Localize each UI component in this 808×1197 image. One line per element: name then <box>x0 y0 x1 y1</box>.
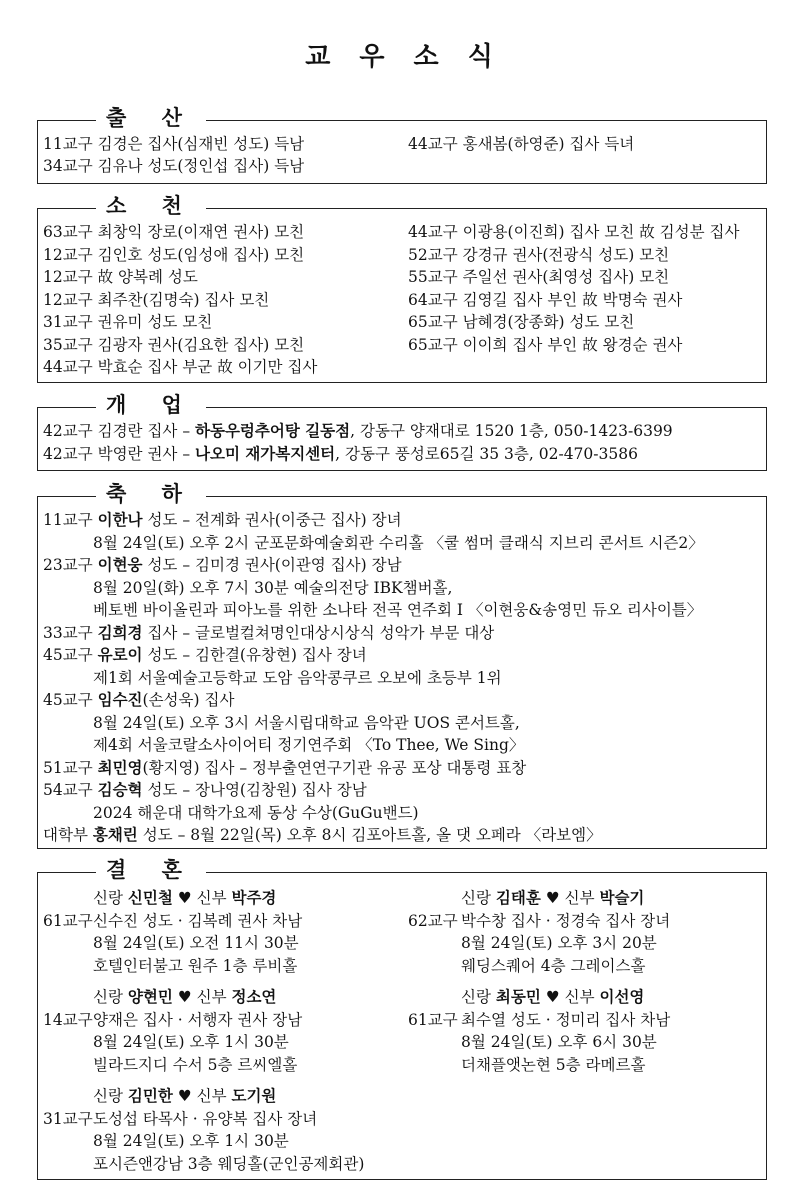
parents-line: 신수진 성도 · 김복례 권사 차남 <box>93 911 303 930</box>
list-item: 45교구 임수진(손성욱) 집사 <box>43 690 235 709</box>
list-item: 12교구 김인호 성도(임성애 집사) 모친 <box>43 245 305 264</box>
list-item: 33교구 김희경 집사 – 글로벌컬쳐명인대상시상식 성악가 부문 대상 <box>43 622 495 642</box>
list-item: 34교구 김유나 성도(정인섭 집사) 득남 <box>43 157 305 175</box>
list-item: 44교구 홍새봄(하영준) 집사 득녀 <box>408 135 635 153</box>
parents-line: 최수열 성도 · 정미리 집사 차남 <box>461 1010 671 1029</box>
list-item: 베토벤 바이올린과 피아노를 위한 소나타 전곡 연주회 I 〈이현웅&송영민 듀오 리사이틀〉 <box>93 601 703 619</box>
list-item: 2024 해운대 대학가요제 동상 수상(GuGu밴드) <box>93 803 419 822</box>
venue-line: 포시즌앤강남 3층 웨딩홀(군인공제회관) <box>93 1154 365 1173</box>
list-item: 12교구 최주찬(김명숙) 집사 모친 <box>43 290 270 309</box>
parish-label: 62교구 <box>408 911 458 930</box>
list-item: 64교구 김영길 집사 부인 故 박명숙 권사 <box>408 290 683 309</box>
list-item: 65교구 남혜경(장종화) 성도 모친 <box>408 313 635 331</box>
list-item: 23교구 이현웅 성도 – 김미경 권사(이관영 집사) 장남 <box>43 555 402 574</box>
list-item: 제1회 서울예술고등학교 도암 음악콩쿠르 오보에 초등부 1위 <box>93 668 502 687</box>
list-item: 8월 24일(토) 오후 2시 군포문화예술회관 수리홀 〈쿨 썸머 클래식 지브리 콘서트 시즌2〉 <box>93 533 704 552</box>
venue-line: 호텔인터불고 원주 1층 루비홀 <box>93 956 298 975</box>
couple-line: 신랑 양현민 ♥ 신부 정소연 <box>93 987 277 1006</box>
birth-section <box>37 105 767 184</box>
parish-label: 14교구 <box>43 1010 93 1029</box>
wedding-heading: 결 혼 <box>96 858 206 882</box>
parish-label: 31교구 <box>43 1109 93 1128</box>
list-item: 제4회 서울코랄소사이어티 정기연주회 〈To Thee, We Sing〉 <box>93 736 525 754</box>
date-line: 8월 24일(토) 오전 11시 30분 <box>93 934 299 952</box>
list-item: 35교구 김광자 권사(김요한 집사) 모친 <box>43 335 305 354</box>
venue-line: 더채플앳논현 5층 라메르홀 <box>461 1055 646 1074</box>
list-item: 12교구 故 양복례 성도 <box>43 268 198 286</box>
list-item: 8월 20일(화) 오후 7시 30분 예술의전당 IBK챔버홀, <box>93 578 453 597</box>
list-item: 11교구 이한나 성도 – 전계화 권사(이중근 집사) 장녀 <box>43 510 402 529</box>
parents-line: 도성섭 타목사 · 유양복 집사 장녀 <box>93 1109 318 1128</box>
couple-line: 신랑 최동민 ♥ 신부 이선영 <box>461 987 645 1006</box>
wedding-section <box>37 857 767 1180</box>
list-item: 8월 24일(토) 오후 3시 서울시립대학교 음악관 UOS 콘서트홀, <box>93 713 520 732</box>
congrats-section <box>37 481 767 849</box>
list-item: 54교구 김승혁 성도 – 장나영(김창원) 집사 장남 <box>43 780 367 799</box>
list-item: 대학부 홍채린 성도 – 8월 22일(목) 오후 8시 김포아트홀, 올 댓 오페라 〈라보엠〉 <box>43 825 602 844</box>
parish-label: 61교구 <box>43 911 93 930</box>
date-line: 8월 24일(토) 오후 6시 30분 <box>461 1033 657 1051</box>
couple-line: 신랑 김민한 ♥ 신부 도기원 <box>93 1086 277 1105</box>
list-item: 51교구 최민영(황지영) 집사 – 정부출연연구기관 유공 포상 대통령 표창 <box>43 757 527 777</box>
date-line: 8월 24일(토) 오후 1시 30분 <box>93 1033 289 1051</box>
date-line: 8월 24일(토) 오후 3시 20분 <box>461 934 657 952</box>
list-item: 52교구 강경규 권사(전광식 성도) 모친 <box>408 245 670 264</box>
venue-line: 빌라드지디 수서 5층 르씨엘홀 <box>93 1055 298 1074</box>
date-line: 8월 24일(토) 오후 1시 30분 <box>93 1132 289 1150</box>
couple-line: 신랑 신민철 ♥ 신부 박주경 <box>93 888 277 907</box>
parents-line: 박수창 집사 · 정경숙 집사 장녀 <box>461 911 671 930</box>
opening-section <box>37 392 767 471</box>
list-item: 44교구 이광용(이진희) 집사 모친 故 김성분 집사 <box>408 223 740 241</box>
list-item: 11교구 김경은 집사(심재빈 성도) 득남 <box>43 135 305 153</box>
list-item: 42교구 박영란 권사 – 나오미 재가복지센터, 강동구 풍성로65길 35 3층, 02-470-3586 <box>43 443 638 463</box>
funeral-section <box>37 193 767 383</box>
list-item: 31교구 권유미 성도 모친 <box>43 313 213 331</box>
birth-heading: 출 산 <box>96 106 206 130</box>
parents-line: 양재은 집사 · 서행자 권사 장남 <box>93 1010 303 1029</box>
congrats-heading: 축 하 <box>96 482 206 506</box>
list-item: 55교구 주일선 권사(최영성 집사) 모친 <box>408 268 670 286</box>
parish-label: 61교구 <box>408 1010 458 1029</box>
page-title: 교 우 소 식 <box>305 42 503 72</box>
list-item: 44교구 박효순 집사 부군 故 이기만 집사 <box>43 358 318 376</box>
venue-line: 웨딩스퀘어 4층 그레이스홀 <box>461 956 646 975</box>
opening-heading: 개 업 <box>96 393 206 417</box>
list-item: 45교구 유로이 성도 – 김한결(유창현) 집사 장녀 <box>43 645 367 664</box>
list-item: 42교구 김경란 집사 – 하동우렁추어탕 길동점, 강동구 양재대로 1520 1층, 050-1423-6399 <box>43 421 673 440</box>
funeral-heading: 소 천 <box>96 194 206 218</box>
list-item: 63교구 최창익 장로(이재연 권사) 모친 <box>43 223 305 241</box>
list-item: 65교구 이이희 집사 부인 故 왕경순 권사 <box>408 335 683 354</box>
couple-line: 신랑 김태훈 ♥ 신부 박슬기 <box>461 888 645 907</box>
